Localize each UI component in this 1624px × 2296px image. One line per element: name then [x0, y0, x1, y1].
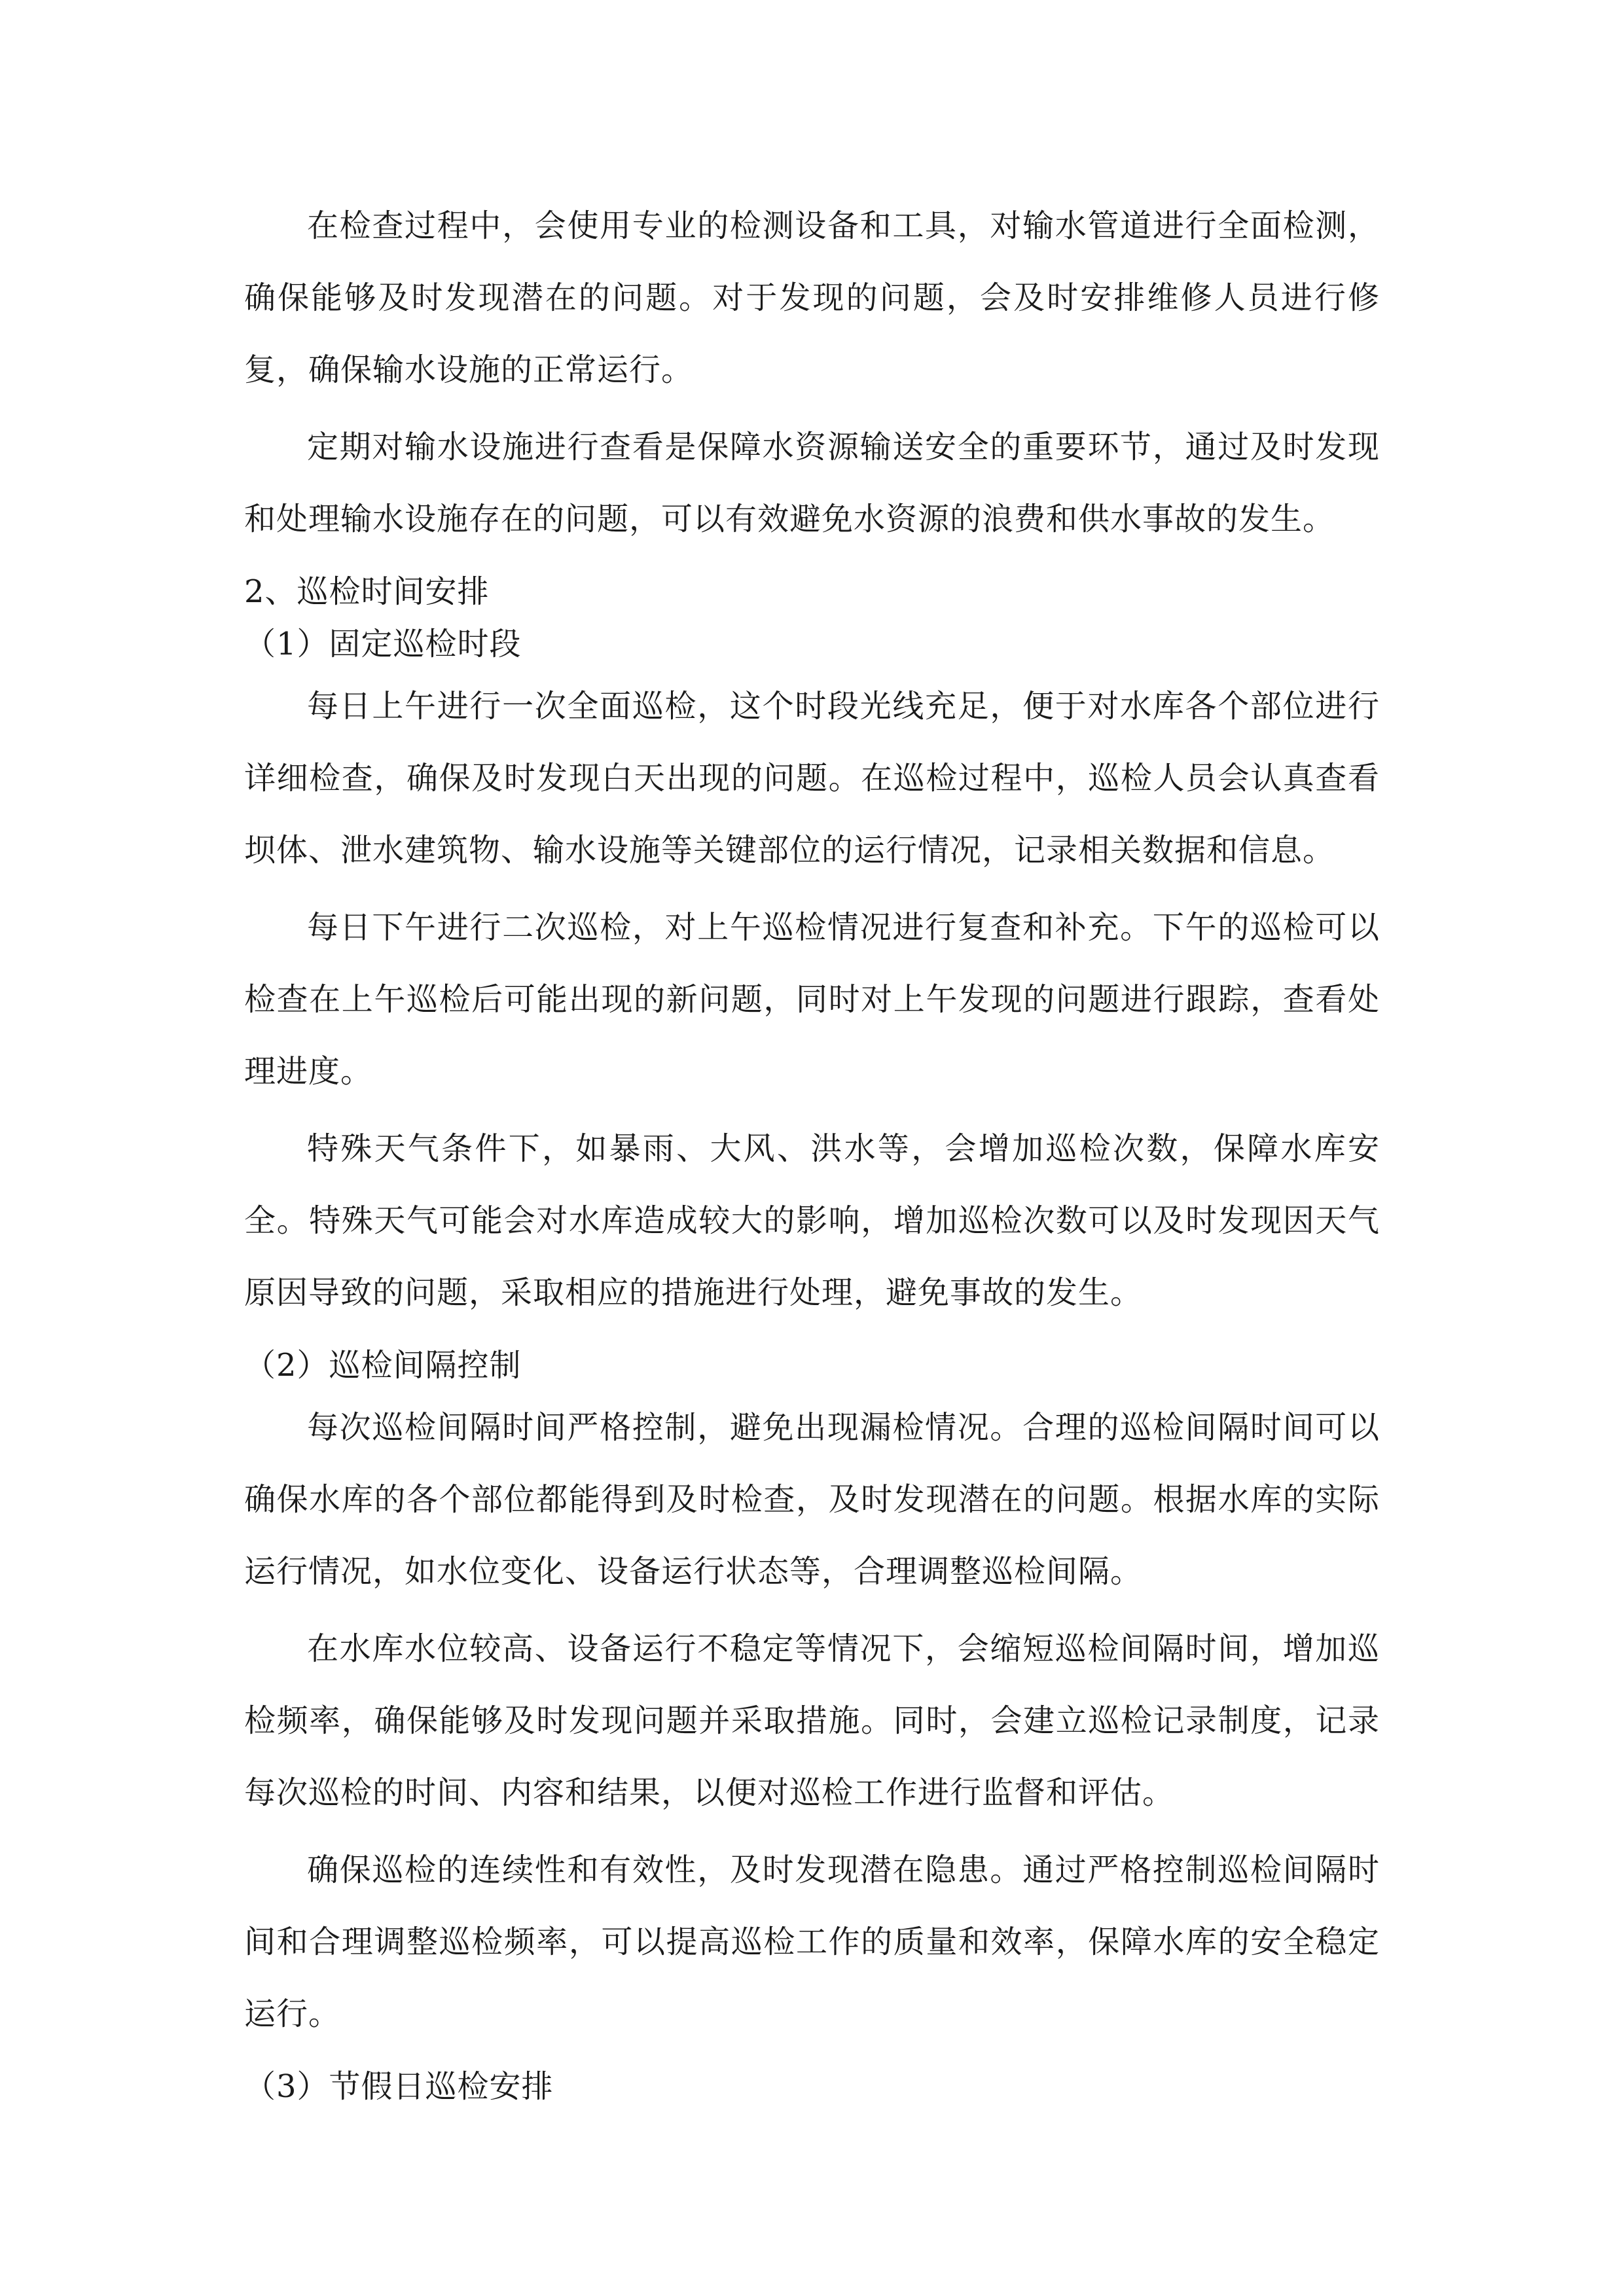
paragraph-special-weather: 特殊天气条件下，如暴雨、大风、洪水等，会增加巡检次数，保障水库安全。特殊天气可能会对水库造成较大的影响，增加巡检次数可以及时发现因天气原因导致的问题，采取相应的措施进行处理，避免事故的发生。 [244, 1130, 1380, 1311]
paragraph-continuity: 确保巡检的连续性和有效性，及时发现潜在隐患。通过严格控制巡检间隔时间和合理调整巡检频率，可以提高巡检工作的质量和效率，保障水库的安全稳定运行。 [244, 1852, 1380, 2032]
paragraph-morning-inspection: 每日上午进行一次全面巡检，这个时段光线充足，便于对水库各个部位进行详细检查，确保及时发现白天出现的问题。在巡检过程中，巡检人员会认真查看坝体、泄水建筑物、输水设施等关键部位的运行情况，记录相关数据和信息。 [244, 688, 1380, 869]
paragraph-periodic-check: 定期对输水设施进行查看是保障水资源输送安全的重要环节，通过及时发现和处理输水设施存在的问题，可以有效避免水资源的浪费和供水事故的发生。 [244, 429, 1380, 537]
paragraph-high-water-level: 在水库水位较高、设备运行不稳定等情况下，会缩短巡检间隔时间，增加巡检频率，确保能够及时发现问题并采取措施。同时，会建立巡检记录制度，记录每次巡检的时间、内容和结果，以便对巡检工作进行监督和评估。 [244, 1630, 1380, 1811]
subsection-heading-holiday: （3）节假日巡检安排 [244, 2068, 554, 2105]
document-body [244, 190, 1380, 2113]
paragraph-afternoon-inspection: 每日下午进行二次巡检，对上午巡检情况进行复查和补充。下午的巡检可以检查在上午巡检后可能出现的新问题，同时对上午发现的问题进行跟踪，查看处理进度。 [244, 909, 1380, 1090]
paragraph-interval-strict: 每次巡检间隔时间严格控制，避免出现漏检情况。合理的巡检间隔时间可以确保水库的各个部位都能得到及时检查，及时发现潜在的问题。根据水库的实际运行情况，如水位变化、设备运行状态等，合理调整巡检间隔。 [244, 1409, 1380, 1590]
subsection-heading-interval-control: （2）巡检间隔控制 [244, 1347, 522, 1384]
subsection-heading-fixed-period: （1）固定巡检时段 [244, 626, 522, 662]
section-heading-inspection-schedule: 2、巡检时间安排 [244, 573, 490, 610]
paragraph-pipeline-inspection: 在检查过程中，会使用专业的检测设备和工具，对输水管道进行全面检测，确保能够及时发现潜在的问题。对于发现的问题，会及时安排维修人员进行修复，确保输水设施的正常运行。 [244, 207, 1380, 388]
